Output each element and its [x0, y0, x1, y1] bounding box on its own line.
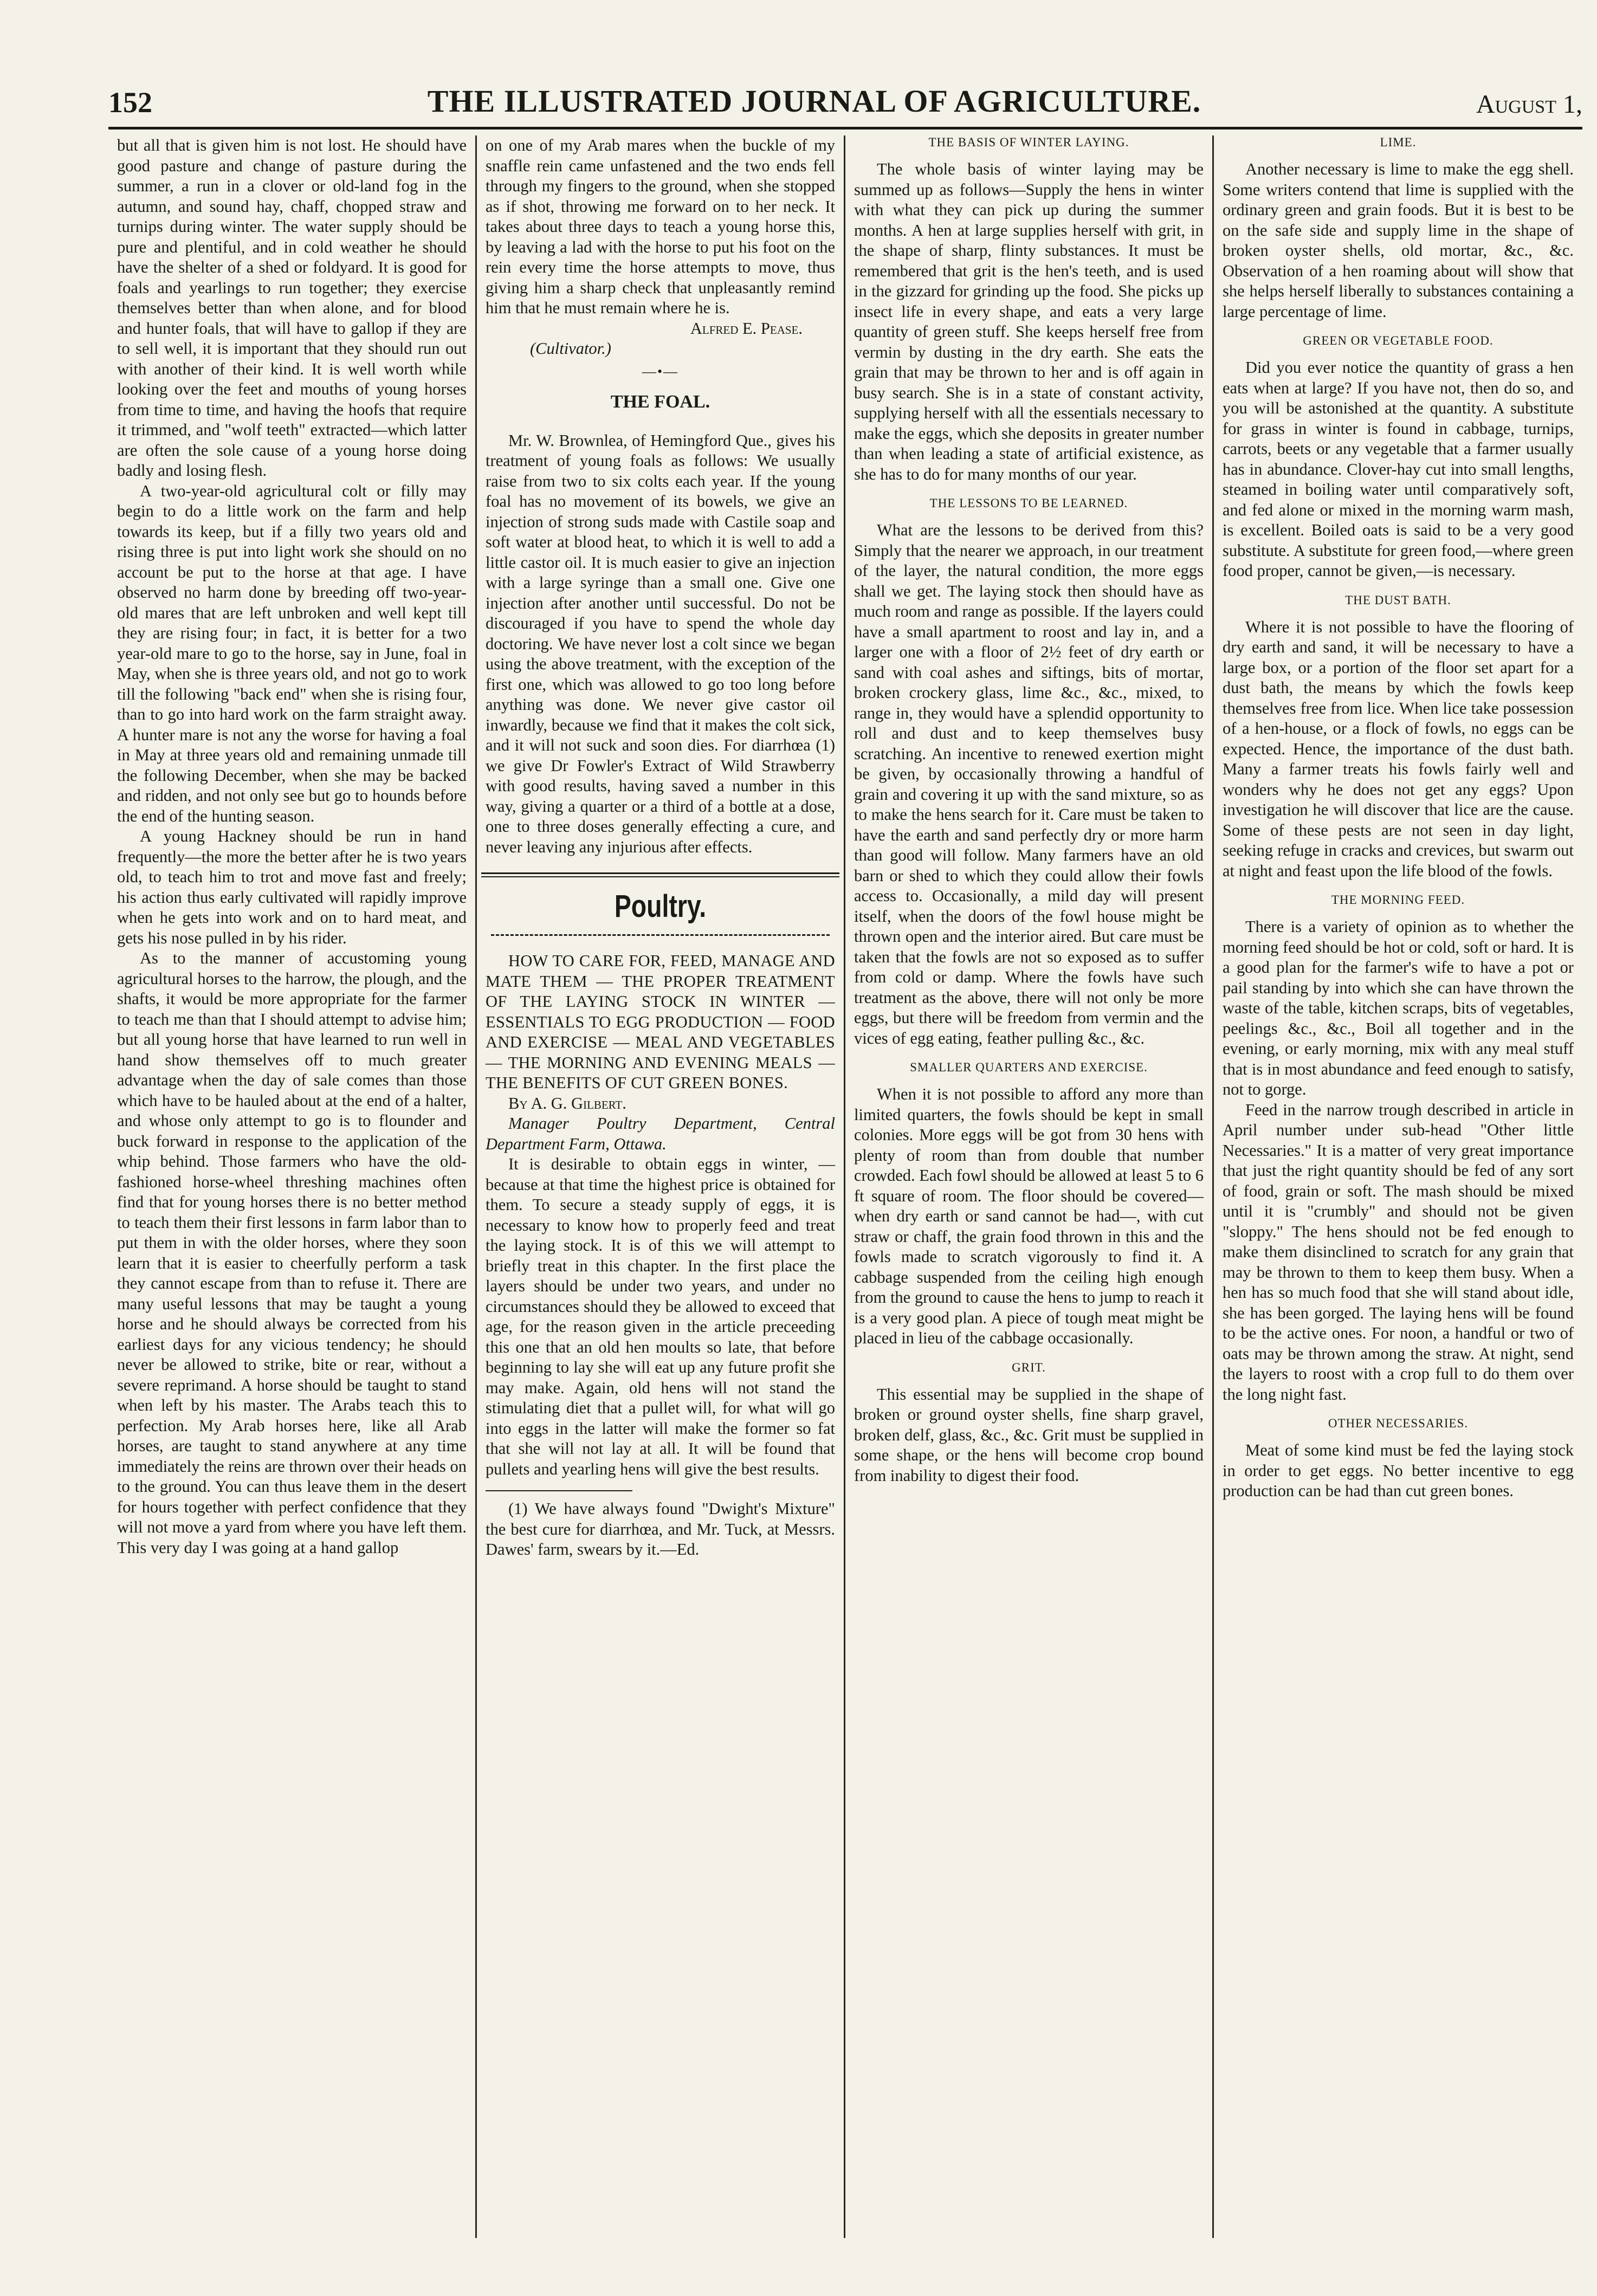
- footnote-rule: [486, 1490, 632, 1491]
- section-divider: —•—: [642, 363, 679, 379]
- paragraph: Another necessary is lime to make the egg shell. Some writers contend that lime is supplied with the ordinary green and grain foods. But it is best to be on the safe side and supply lime in the shape of broken oyster shells, old mortar, &c., &c. Observation of a hen roaming about will show that she helps herself liberally to substances containing a large percentage of lime.: [1223, 160, 1574, 321]
- paragraph: Meat of some kind must be fed the laying stock in order to get eggs. No better incentive to egg production can be had than cut green bones.: [1223, 1441, 1574, 1500]
- paragraph: on one of my Arab mares when the buckle of my snaffle rein came unfastened and the two ends fell through my fingers to the ground, when she stopped as if shot, throwing me forward on to her neck. It takes about three days to teach a young horse this, by leaving a lad with the horse to put his foot on the rein every time the horse attempts to move, thus giving him a sharp check that unpleasantly remind him that he must remain where he is.: [486, 136, 835, 317]
- column-2: [477, 135, 845, 2238]
- section-heading: SMALLER QUARTERS AND EXERCISE.: [910, 1060, 1148, 1074]
- section-heading: THE BASIS OF WINTER LAYING.: [928, 135, 1129, 149]
- section-heading: THE LESSONS TO BE LEARNED.: [929, 496, 1128, 510]
- department-heading: Poultry.: [614, 889, 707, 924]
- section-heading: GREEN OR VEGETABLE FOOD.: [1303, 334, 1493, 347]
- source-citation: (Cultivator.): [530, 339, 611, 358]
- journal-title: THE ILLUSTRATED JOURNAL OF AGRICULTURE.: [427, 83, 1201, 119]
- page-header: [108, 81, 1582, 130]
- article-columns: [108, 135, 1582, 2238]
- section-heading: THE FOAL.: [610, 391, 710, 412]
- footnote: (1) We have always found "Dwight's Mixture" the best cure for diarrhœa, and Mr. Tuck, at Messrs. Dawes' farm, swears by it.—Ed.: [486, 1499, 835, 1558]
- author-affiliation: Manager Poultry Department, Central Department Farm, Ottawa.: [486, 1114, 835, 1153]
- paragraph: A young Hackney should be run in hand frequently—the more the better after he is two years old, to teach him to trot and move fast and freely; his action thus early cultivated will rapidly improve when he gets into work and on to hard meat, and gets his nose pulled in by his rider.: [117, 827, 467, 947]
- paragraph: What are the lessons to be derived from this? Simply that the nearer we approach, in our treatment of the layer, the natural condition, the more eggs shall we get. The laying stock then should have as much room and range as possible. If the layers could have a small apartment to roost and lay in, and a larger one with a floor of 2½ feet of dry earth or sand with coal ashes and siftings, bits of mortar, broken crockery glass, lime &c., &c., mixed, to range in, they would have a splendid opportunity to roll and dust and to keep themselves busy scratching. An incentive to renewed exertion might be given, by occasionally throwing a handful of grain and covering it up with the sand mixture, so as to make the hens search for it. Care must be taken to have the earth and sand perfectly dry or more harm than good will follow. Many farmers have an old barn or shed to which they could allow their fowls access to. Occasionally, a mild day will present itself, when the doors of the fowl house might be thrown open and the interior aired. But care must be taken that the fowls are not so exposed as to suffer from cold or damp. Where the fowls have such treatment as the above, there will not only be more eggs, but there will be freedom from vermin and the vices of egg eating, feather pulling &c., &c.: [854, 521, 1204, 1047]
- issue-date: August 1,: [1476, 90, 1582, 119]
- paragraph: Did you ever notice the quantity of grass a hen eats when at large? If you have not, then do so, and you will be astonished at the quantity. A substitute for grass in winter is found in cabbage, turnips, carrots, beets or any vegetable that a farmer usually has in abundance. Clover-hay cut into small lengths, steamed in boiling water until comparatively soft, and fed alone or mixed in the morning warm mash, is excellent. Boiled oats is said to be a very good substitute. A substitute for green food,—where green food proper, cannot be given,—is necessary.: [1223, 358, 1574, 580]
- column-3: [845, 135, 1214, 2238]
- column-1: [108, 135, 477, 2238]
- paragraph: There is a variety of opinion as to whether the morning feed should be hot or cold, soft or hard. It is a good plan for the farmer's wife to have a pot or pail standing by into which she can have thrown the waste of the table, kitchen scraps, bits of vegetables, peelings &c., &c., Boil all together and in the evening, or early morning, mix with any meal stuff that is in most abundance and feed enough to satisfy, not to gorge.: [1223, 917, 1574, 1098]
- paragraph: Mr. W. Brownlea, of Hemingford Que., gives his treatment of young foals as follows: We usually raise from two to six colts each year. If the young foal has no movement of its bowels, we give an injection of strong suds made with Castile soap and soft water at blood heat, to which it is well to add a little castor oil. It is much easier to give an injection with a large syringe than a small one. Give one injection after another until successful. Do not be discouraged if you have to spend the whole day doctoring. We have never lost a colt since we began using the above treatment, with the exception of the first one, which was allowed to go too long before anything was done. We never give castor oil inwardly, because we find that it makes the colt sick, and it will not suck and soon dies. For diarrhœa (1) we give Dr Fowler's Extract of Wild Strawberry with good results, having saved a number in this way, giving a quarter or a third of a bottle at a dose, one to three doses generally effecting a cure, and never leaving any injurious after effects.: [486, 431, 835, 856]
- paragraph: but all that is given him is not lost. He should have good pasture and change of pasture during the summer, a run in a clover or old-land fog in the autumn, and sound hay, chaff, chopped straw and turnips during winter. The water supply should be pure and plentiful, and in cold weather he should have the shelter of a shed or foldyard. It is good for foals and yearlings to run together; they exercise themselves better than when alone, and for blood and hunter foals, that will have to gallop if they are to sell well, it is important that they should run out with another of their kind. It is well worth while looking over the feet and mouths of young horses from time to time, and having the hoofs that require it trimmed, and "wolf teeth" extracted—which latter are often the sole cause of a young horse doing badly and losing flesh.: [117, 136, 467, 480]
- paragraph: When it is not possible to afford any more than limited quarters, the fowls should be kept in small colonies. More eggs will be got from 30 hens with plenty of room than from double that number crowded. Each fowl should be allowed at least 5 to 6 ft square of room. The floor should be covered—when dry earth or sand cannot be had—, with cut straw or chaff, the grain food thrown in this and the fowls made to scratch vigorously to find it. A cabbage suspended from the ceiling high enough from the ground to cause the hens to jump to reach it is a very good plan. A piece of tough meat might be placed in lieu of the cabbage occasionally.: [854, 1085, 1204, 1347]
- section-heading: LIME.: [1380, 135, 1417, 149]
- paragraph: As to the manner of accustoming young agricultural horses to the harrow, the plough, and the shafts, it would be more appropriate for the farmer to teach me than that I should attempt to advise him; but all young horse that have learned to run well in hand show themselves off to much greater advantage when the day of sale comes than those which have to be hauled about at the end of a halter, and whose only attempt to go is to flounder and buck forward in response to the application of the whip behind. Those farmers who have the old-fashioned horse-wheel threshing machines often find that for young horses there is no better method to teach them their first lessons in farm labor than to put them in with the older horses, where they soon learn that it is easier to cheerfully perform a task they cannot escape from than to refuse it. There are many useful lessons that may be taught a young horse and he should always be corrected from his earliest days for any vicious tendency; he should never be allowed to strike, bite or rear, without a severe reprimand. A horse should be taught to stand when left by his master. The Arabs teach this to perfection. My Arab horses here, like all Arab horses, are taught to stand anywhere at any time immediately the reins are thrown over their heads on to the ground. You can thus leave them in the desert for hours together with perfect confidence that they will not move a yard from where you have left them. This very day I was going at a hand gallop: [117, 949, 467, 1557]
- paragraph: It is desirable to obtain eggs in winter, — because at that time the highest price is obtained for them. To secure a steady supply of eggs, it is necessary to know how to properly feed and treat the laying stock. It is of this we will attempt to briefly treat in this chapter. In the first place the layers should be under two years, and under no circumstances should they be allowed to exceed that age, for the reason given in the article preceeding this one that an old hen moults so late, that before beginning to lay she will eat up any future profit she may make. Again, old hens will not stand the stimulating diet that a pullet will, for what will go into eggs in the latter will make the former so fat that she will not lay at all. It will be found that pullets and yearling hens will give the best results.: [486, 1155, 835, 1478]
- paragraph: The whole basis of winter laying may be summed up as follows—Supply the hens in winter with what they can pick up during the summer months. A hen at large supplies herself with grit, in the shape of sharp, flinty substances. It must be remembered that grit is the hen's teeth, and is used in the gizzard for grinding up the food. She picks up insect life in every shape, and eats a very large quantity of green stuff. She keeps herself free from vermin by dusting in the dry earth. She eats the grain that may be thrown to her and is off again in busy search. She is in a state of constant activity, supplying herself with all the essentials necessary to make the eggs, which she deposits in greater number than when leading a state of artificial existence, as she has to do for many months of our year.: [854, 160, 1204, 483]
- article-summary: HOW TO CARE FOR, FEED, MANAGE AND MATE THEM — THE PROPER TREATMENT OF THE LAYING STOCK IN WINTER — ESSENTIALS TO EGG PRODUCTION — FOOD AND EXERCISE — MEAL AND VEGETABLES — THE MORNING AND EVENING MEALS — THE BENEFITS OF CUT GREEN BONES.: [486, 952, 835, 1092]
- column-4: [1214, 135, 1582, 2238]
- section-heading: OTHER NECESSARIES.: [1328, 1417, 1469, 1430]
- paragraph: Where it is not possible to have the flooring of dry earth and sand, it will be necessary to have a large box, or a portion of the floor set apart for a dust bath, the means by which the fowls keep themselves free from lice. When lice take possession of a hen-house, or a flock of fowls, no eggs can be expected. Hence, the importance of the dust bath. Many a farmer treats his fowls fairly well and wonders why he does not get any eggs? Upon investigation he will discover that lice are the cause. Some of these pests are not seen in day light, seeking refuge in cracks and crevices, but swarm out at night and feast upon the life blood of the fowls.: [1223, 617, 1574, 880]
- paragraph: This essential may be supplied in the shape of broken or ground oyster shells, fine sharp gravel, broken delf, glass, &c., &c. Grit must be supplied in some shape, or the hens will become crop bound from inability to digest their food.: [854, 1385, 1204, 1485]
- decorative-rule: [491, 934, 830, 936]
- byline: By A. G. Gilbert.: [508, 1094, 626, 1113]
- section-heading: THE DUST BATH.: [1345, 593, 1451, 607]
- paragraph: A two-year-old agricultural colt or filly may begin to do a little work on the farm and help towards its keep, but if a filly two years old and rising three is put into light work she should on no account be put to the horse at that age. I have observed no harm done by breeding off two-year-old mares that are left unbroken and well kept till they are rising four; in fact, it is better for a two year-old mare to go to the horse, say in June, foal in May, when she is three years old, and not go to work till the following "back end" when she is rising four, than to go into hard work on the farm straight away. A hunter mare is not any the worse for having a foal in May at three years old and remaining unmade till the following December, when she may be backed and ridden, and not only see but go to hounds before the end of the hunting season.: [117, 481, 467, 825]
- paragraph: Feed in the narrow trough described in article in April number under sub-head "Other little Necessaries." It is a matter of very great importance that just the right quantity should be fed of any sort of food, grain or soft. The mash should be mixed until it is "crumbly" and should not be given "sloppy." The hens should not be fed enough to make them disinclined to scratch for any grain that may be thrown to them to keep them busy. When a hen has so much food that she will stand about idle, she has been gorged. The laying hens will be found to be the active ones. For noon, a handful or two of oats may be thrown among the straw. At night, send the layers to roost with a crop full to do them over the long night fast.: [1223, 1100, 1574, 1404]
- divider-rule: [481, 872, 839, 874]
- section-heading: GRIT.: [1012, 1360, 1046, 1374]
- section-heading: THE MORNING FEED.: [1331, 893, 1465, 907]
- author-signature: Alfred E. Pease.: [690, 319, 803, 338]
- page-number: 152: [108, 86, 152, 119]
- divider-rule: [481, 876, 839, 877]
